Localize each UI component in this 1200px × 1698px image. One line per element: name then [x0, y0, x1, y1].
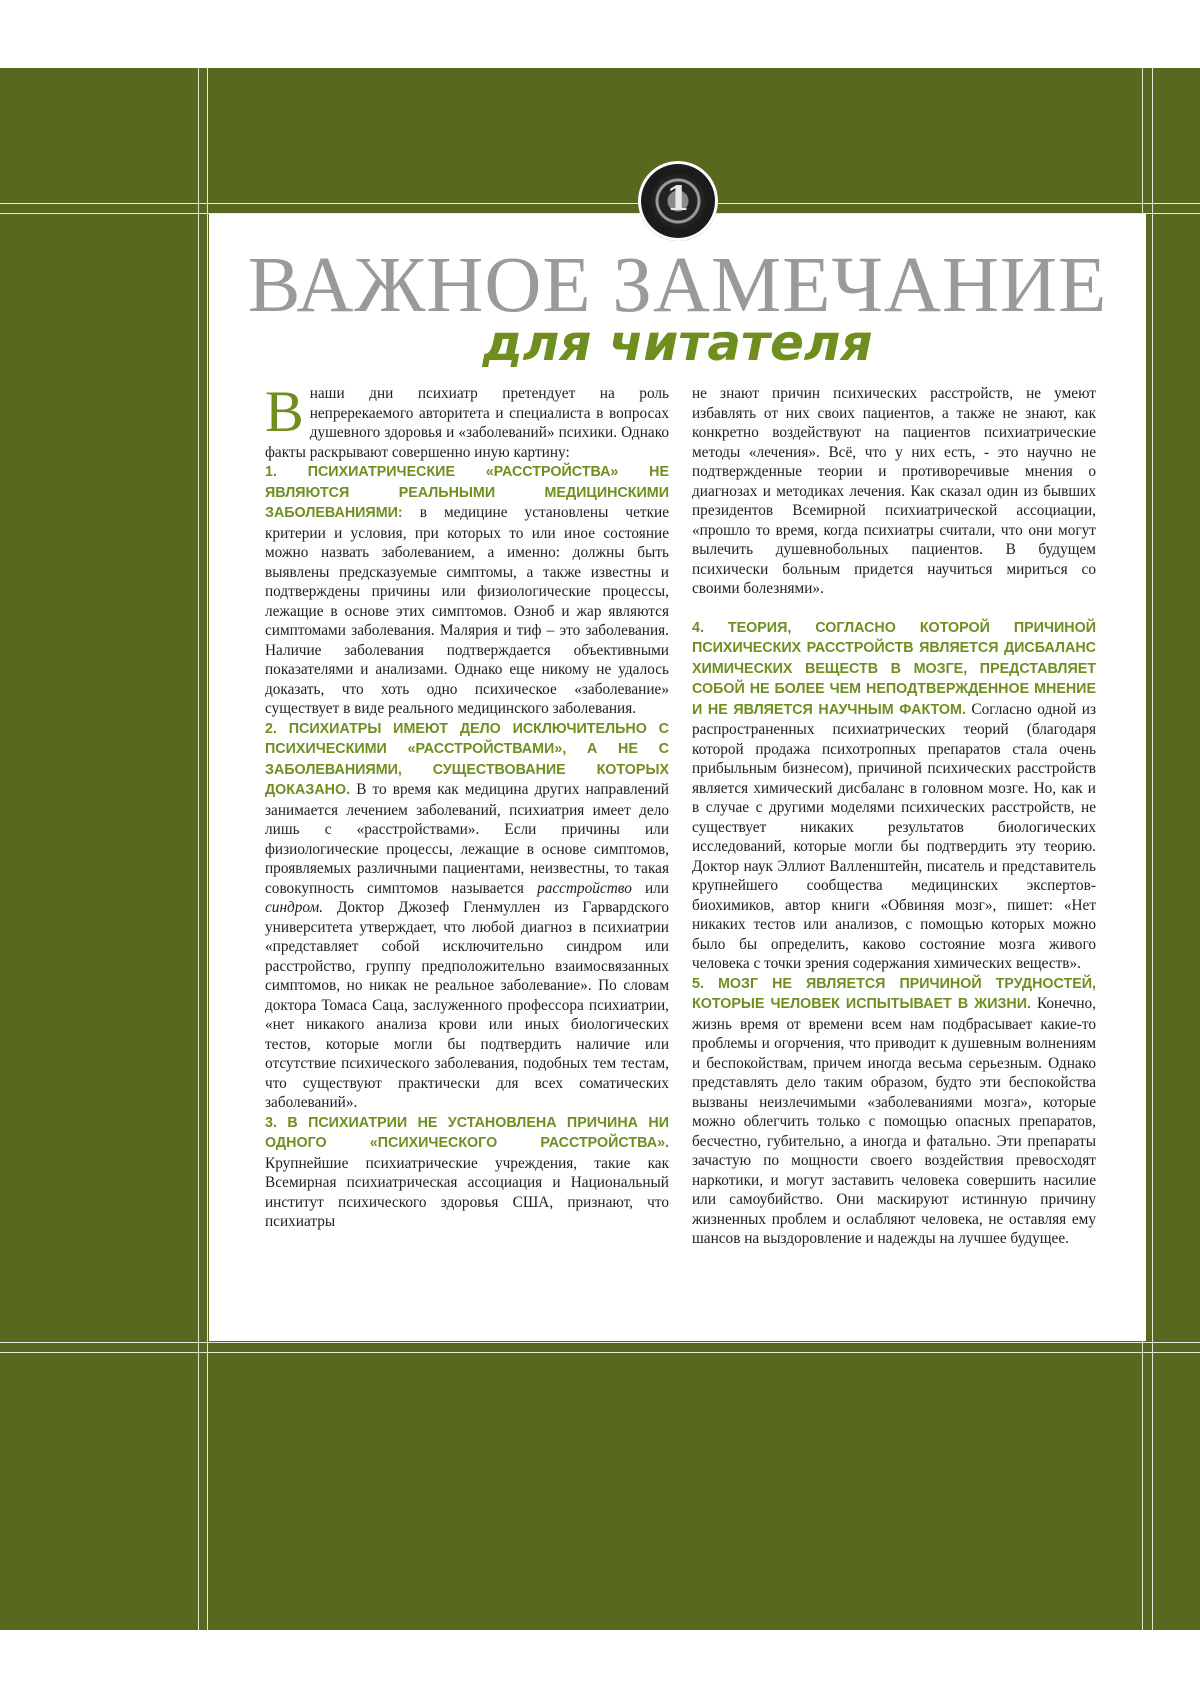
left-column [265, 384, 669, 1232]
section-italic-term: синдром. [265, 899, 323, 916]
section-body: Крупнейшие психиатрические учреждения, такие как Всемирная психиатрическая ассоциация и Национальный институт психического здоровья США, признают, что психиатры [265, 1155, 669, 1231]
section-2 [265, 719, 669, 1113]
section-heading: 2. ПСИХИАТРЫ ИМЕЮТ ДЕЛО ИСКЛЮЧИТЕЛЬНО С ПСИХИЧЕСКИМИ «РАССТРОЙСТВАМИ», А НЕ С ЗАБОЛЕВАНИЯМИ, СУЩЕСТВОВАНИЕ КОТОРЫХ ДОКАЗАНО. [265, 721, 669, 799]
section-3-continued: не знают причин психических расстройств, не умеют избавлять от них своих пациентов, а также не знают, как конкретно воздействуют на пациентов психиатрические методы «лечения». Всё, что у них есть, - это научно не подтвержденные теории и противоречивые мнения о диагнозах и методиках лечения. Как сказал один из бывших президентов Всемирной психиатрической ассоциации, «прошло то время, когда психиатры считали, что они могут вылечить душевнобольных пациентов. В будущем психически больным придется научиться мириться со своими болезнями». [692, 384, 1096, 599]
section-connector: или [645, 880, 669, 897]
guide-line [207, 68, 208, 1630]
section-body: Согласно одной из распространенных психиатрических теорий (благодаря которой продажа психотропных препаратов стала очень прибыльным бизнесом), причиной психических расстройств является химический дисбаланс в головном мозге. Но, как и в случае с другими моделями психических расстройств, не существует никаких результатов биологических исследований, которые могли бы подтвердить эту теорию. Доктор наук Эллиот Валленштейн, писатель и представитель крупнейшего сообщества медицинских экспертов-биохимиков, автор книги «Обвиняя мозг», пишет: «Нет никаких тестов или анализов, с помощью которых можно было бы определить, каково состояние мозга живого человека с точки зрения содержания химических веществ». [692, 701, 1096, 973]
section-italic-term: расстройство [537, 880, 632, 897]
right-column [692, 384, 1096, 1249]
section-body: в медицине установлены четкие критерии и условия, при которых то или иное состояние можно назвать заболеванием, а именно: должны быть выявлены предсказуемые симптомы, а также известны и подтверждены причины или физиологические процессы, лежащие в основе этих симптомов. Озноб и жар являются симптомами заболевания. Малярия и тиф – это заболевания. Наличие заболевания подтверждается объективными показателями и анализами. Однако еще никому не удалось доказать, что хоть одно психическое «заболевание» существует в виде реального медицинского заболевания. [265, 504, 669, 717]
section-heading: 1. ПСИХИАТРИЧЕСКИЕ «РАССТРОЙСТВА» НЕ ЯВЛЯЮТСЯ РЕАЛЬНЫМИ МЕДИЦИНСКИМИ ЗАБОЛЕВАНИЯМИ: [265, 464, 669, 521]
section-1 [265, 462, 669, 719]
intro-paragraph [265, 384, 669, 462]
page-title: ВАЖНОЕ ЗАМЕЧАНИЕ [209, 246, 1146, 325]
section-body: Конечно, жизнь время от времени всем нам подбрасывает какие-то проблемы и огорчения, что приводит к душевным волнениям и беспокойствам, причем иногда весьма серьезным. Однако представлять дело таким образом, будто эти беспокойства вызваны неизлечимыми «заболеваниями мозга», которые можно облегчить только с помощью опасных препаратов, бесчестно, губительно, а иногда и фатально. Эти препараты зачастую по мощности своего воздействия превосходят наркотики, и могут заставить человека совершить насилие или самоубийство. Они маскируют истинную причину жизненных проблем и ослабляют человека, не оставляя ему шансов на выздоровление и надежды на лучшее будущее. [692, 995, 1096, 1247]
guide-line [0, 1342, 1200, 1343]
guide-line [1152, 68, 1153, 1630]
chapter-emblem-icon [638, 161, 718, 241]
guide-line [0, 1352, 1200, 1353]
page-subtitle: для читателя [209, 318, 1146, 368]
emblem-number: 1 [638, 179, 718, 219]
section-4 [692, 618, 1096, 974]
drop-cap: В [265, 386, 304, 438]
section-body: В то время как медицина других направлений занимается лечением заболеваний, психиатрия имеет дело лишь с «расстройствами». Если причины или физиологические процессы, лежащие в основе симптомов, проявляемых различными пациентами, неизвестны, то такая совокупность симптомов называется [265, 781, 669, 897]
guide-line [198, 68, 199, 1630]
intro-text: наши дни психиатр претендует на роль непререкаемого авторитета и специалиста в вопросах душевного здоровья и «заболеваний» психики. Однако факты раскрывают совершенно иную картину: [265, 385, 669, 461]
section-heading: 5. МОЗГ НЕ ЯВЛЯЕТСЯ ПРИЧИНОЙ ТРУДНОСТЕЙ, КОТОРЫЕ ЧЕЛОВЕК ИСПЫТЫВАЕТ В ЖИЗНИ. [692, 976, 1096, 1013]
section-heading: 4. ТЕОРИЯ, СОГЛАСНО КОТОРОЙ ПРИЧИНОЙ ПСИХИЧЕСКИХ РАССТРОЙСТВ ЯВЛЯЕТСЯ ДИСБАЛАНС ХИМИЧЕСКИХ ВЕЩЕСТВ В МОЗГЕ, ПРЕДСТАВЛЯЕТ СОБОЙ НЕ БОЛЕЕ ЧЕМ НЕПОДТВЕРЖДЕННОЕ МНЕНИЕ И НЕ ЯВЛЯЕТСЯ НАУЧНЫМ ФАКТОМ. [692, 620, 1096, 718]
section-body-continued: Доктор Джозеф Гленмуллен из Гарвардского университета утверждает, что любой диагноз в психиатрии «представляет собой исключительно синдром или расстройство, группу предположительно взаимосвязанных симптомов, но никак не реальное заболевание». По словам доктора Томаса Саца, заслуженного профессора психиатрии, «нет никакого анализа крови или иных биологических тестов, которые могли бы подтвердить наличие или отсутствие психического заболевания, подобных тем тестам, что существуют практически для всех соматических заболеваний». [265, 899, 669, 1111]
section-3 [265, 1113, 669, 1232]
section-heading: 3. В ПСИХИАТРИИ НЕ УСТАНОВЛЕНА ПРИЧИНА НИ ОДНОГО «ПСИХИЧЕСКОГО РАССТРОЙСТВА». [265, 1115, 669, 1152]
section-5 [692, 974, 1096, 1249]
guide-line [0, 203, 1200, 204]
